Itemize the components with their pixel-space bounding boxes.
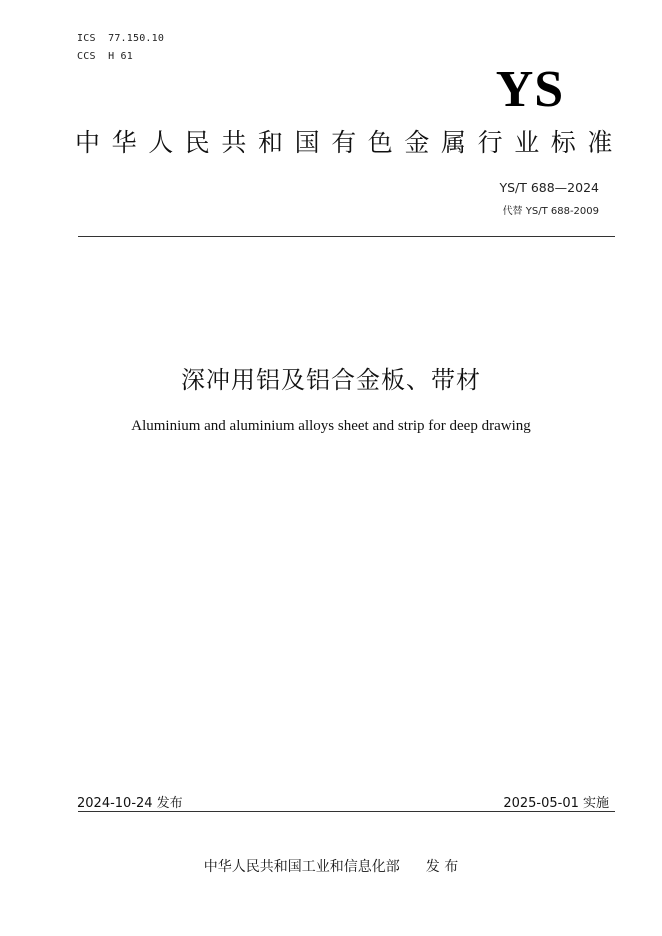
issue-date: 2024-10-24 发布 [77,796,183,811]
document-title-english: Aluminium and aluminium alloys sheet and strip for deep drawing [131,418,531,434]
ys-logo: YS [495,61,565,118]
standard-number: YS/T 688—2024 [499,180,599,195]
issuer-title: 中华人民共和国有色金属行业标准 [75,128,625,157]
top-divider [78,236,615,237]
publisher-name: 中华人民共和国工业和信息化部 [203,859,400,875]
ics-code: ICS 77.150.10 [77,33,165,44]
publisher-line [0,856,662,876]
document-title-chinese: 深冲用铝及铝合金板、带材 [181,366,481,394]
replaces-standard: 代替 YS/T 688-2009 [502,206,599,217]
ccs-code: CCS H 61 [77,51,133,62]
publish-action: 发 布 [425,859,459,875]
implementation-date: 2025-05-01 实施 [503,796,609,811]
bottom-divider [78,811,615,812]
